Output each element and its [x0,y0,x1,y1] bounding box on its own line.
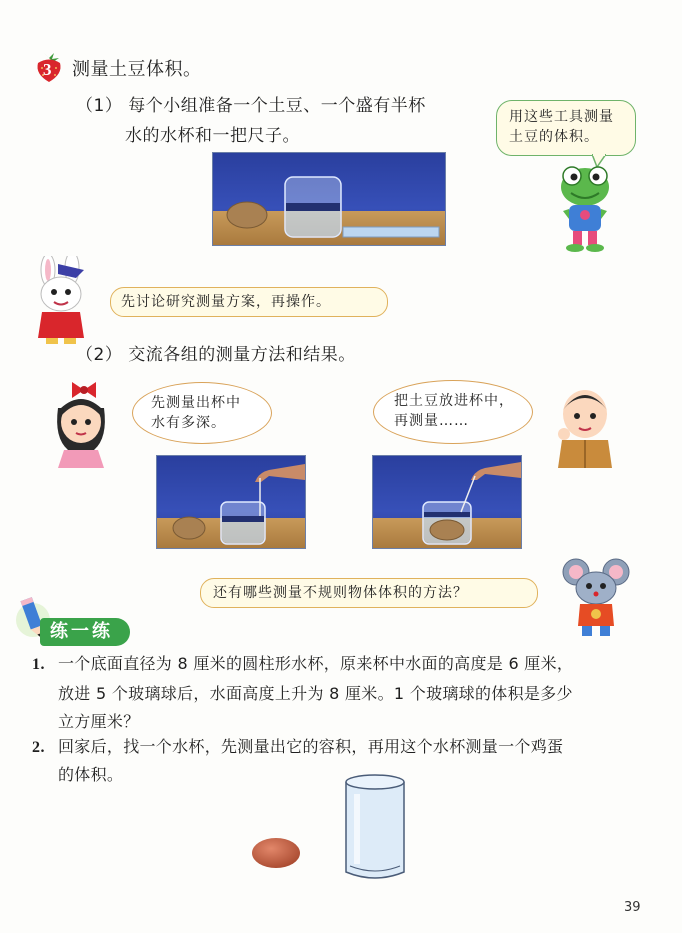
section-title: 测量土豆体积。 [72,59,202,80]
rabbit-speech-bubble: 先讨论研究测量方案，再操作。 [110,287,388,317]
frog-character-icon [555,163,615,253]
q2-number: 2. [32,739,45,756]
q2-line1: 回家后，找一个水杯，先测量出它的容积，再用这个水杯测量一个鸡蛋 [58,737,564,756]
frog-speech-bubble [496,100,636,156]
boy-bubble-line1: 把土豆放进杯中， [394,393,514,409]
egg-icon [250,836,302,870]
girl-bubble-line2: 水有多深。 [151,415,226,431]
girl-character-icon [46,378,116,468]
frog-bubble-line2: 土豆的体积。 [509,129,599,145]
boy-bubble-line2: 再测量…… [394,413,469,429]
section-number-badge [32,50,66,84]
frog-bubble-line1: 用这些工具测量 [509,109,614,125]
photo-potato-in-cup [372,455,522,549]
mouse-character-icon [560,556,632,640]
item1-line2: 水的水杯和一把尺子。 [125,126,300,146]
section-number: 3 [43,60,52,79]
q1-line1: 一个底面直径为 8 厘米的圆柱形水杯，原来杯中水面的高度是 6 厘米， [58,654,574,673]
page-number: 39 [624,900,641,915]
q1-number: 1. [32,656,45,673]
boy-speech-bubble [373,380,533,444]
item1-line1: （1） 每个小组准备一个土豆、一个盛有半杯 [76,96,426,116]
mouse-speech-bubble: 还有哪些测量不规则物体体积的方法？ [200,578,538,608]
girl-speech-bubble [132,382,272,444]
boy-character-icon [550,378,620,468]
q1-line3: 立方厘米？ [58,712,140,731]
photo-potato-cup-ruler [212,152,446,246]
girl-bubble-line1: 先测量出杯中 [151,395,241,411]
practice-title: 练一练 [50,621,113,642]
q2-line2: 的体积。 [58,765,124,784]
q1-line2: 放进 5 个玻璃球后，水面高度上升为 8 厘米。1 个玻璃球的体积是多少 [58,684,573,703]
practice-title-banner [40,618,130,646]
item2-text: （2） 交流各组的测量方法和结果。 [76,345,356,365]
glass-cylinder-icon [342,772,408,884]
photo-measure-water-depth [156,455,306,549]
rabbit-character-icon [28,256,98,346]
